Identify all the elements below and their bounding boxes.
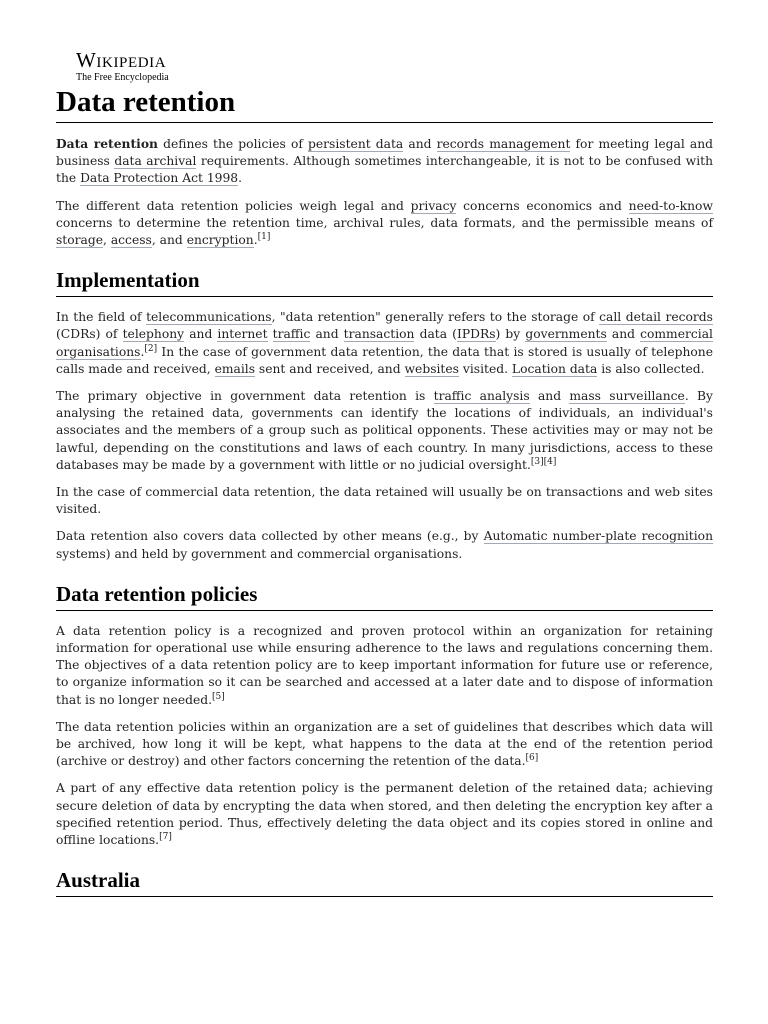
inline-link[interactable]: telephony — [122, 327, 185, 342]
intro-paragraph-2 — [56, 198, 713, 250]
intro-paragraph-1 — [56, 135, 713, 188]
inline-link[interactable]: records management — [436, 137, 571, 151]
implementation-paragraph-1 — [56, 309, 713, 378]
text-run: and — [606, 327, 641, 342]
inline-link[interactable]: internet — [217, 327, 268, 342]
inline-link[interactable]: Data Protection Act 1998 — [80, 171, 239, 186]
inline-link[interactable]: traffic — [272, 327, 311, 342]
logo-tagline: The Free Encyclopedia — [76, 72, 169, 83]
inline-link[interactable]: data archival — [114, 154, 197, 169]
citation-sup — [212, 692, 225, 702]
text-run: and — [529, 389, 570, 404]
inline-link[interactable]: transaction — [343, 327, 415, 342]
implementation-paragraph-2 — [56, 388, 713, 474]
citation-link[interactable]: [7] — [159, 832, 172, 843]
implementation-paragraph-3 — [56, 484, 713, 518]
text-run: , — [103, 233, 111, 248]
text-run: systems) and held by government and commercial organisations. — [56, 546, 463, 561]
implementation-paragraph-4 — [56, 528, 713, 562]
citation-link[interactable]: [4] — [543, 456, 557, 467]
citation-link[interactable]: [1] — [257, 232, 271, 243]
citation-sup — [544, 457, 557, 467]
text-run: . — [238, 171, 243, 186]
article-content — [56, 84, 713, 909]
text-run: A part of any effective data retention policy is the permanent deletion of the retained data; achieving secure deletion of data by encrypting the data when stored, and then deleting the encryption key after a specified retention period. Thus, effectively deleting the data object and its copies stored in online and offline locations. — [56, 781, 713, 848]
citation-sup — [159, 832, 172, 842]
inline-link[interactable]: persistent data — [308, 137, 404, 151]
text-run: . — [140, 344, 145, 359]
text-run: is also collected. — [597, 361, 705, 376]
inline-link[interactable]: traffic analysis — [433, 389, 530, 404]
section-heading: Implementation — [56, 267, 713, 297]
citation-link[interactable]: [5] — [212, 691, 225, 702]
text-run: The data retention policies within an organization are a set of guidelines that describes which data will be archived, how long it will be kept, what happens to the data at the end of the retention period (archive or destroy) and other factors concerning the retention of the data. — [56, 719, 713, 769]
citation-sup — [526, 753, 539, 763]
logo-wordmark: Wikipedia — [76, 48, 167, 72]
text-run: , and — [151, 233, 187, 248]
citation-sup — [531, 457, 544, 467]
text-run: visited. — [458, 361, 512, 376]
text-run: . — [253, 233, 258, 248]
text-run: In the case of commercial data retention, the data retained will usually be on transactions and web sites visited. — [56, 485, 713, 517]
citation-sup — [258, 232, 271, 242]
text-run: data ( — [414, 327, 457, 342]
inline-link[interactable]: IPDRs — [456, 327, 496, 342]
text-run: In the case of government data retention, the data that is stored is usually of telephone calls made and received, — [56, 344, 713, 376]
section-implementation — [56, 267, 713, 563]
citation-link[interactable]: [6] — [525, 753, 539, 764]
section-heading: Australia — [56, 867, 713, 897]
text-run: and — [184, 327, 218, 342]
text-run: A data retention policy is a recognized and proven protocol within an organization for retaining information for operational use while ensuring adherence to the laws and regulations concerning them. The objectives of a data retention policy are to keep important information for future use or reference, to organize information so it can be searched and accessed at a later date and to dispose of information that is no longer needed. — [56, 623, 713, 707]
inline-link[interactable]: websites — [404, 361, 459, 376]
citation-sup — [144, 344, 157, 354]
inline-link[interactable]: encryption — [186, 233, 254, 248]
text-run: The different data retention policies weigh legal and — [56, 198, 411, 213]
inline-link[interactable]: call detail records — [599, 310, 713, 325]
inline-link[interactable]: storage — [56, 233, 104, 248]
text-run: concerns to determine the retention time, archival rules, data formats, and the permissible means of — [56, 215, 713, 230]
text-run: (CDRs) of — [56, 327, 123, 342]
text-run: Data retention also covers data collected by other means (e.g., by — [56, 529, 484, 544]
text-run: defines the policies of — [158, 137, 309, 151]
text-run: , "data retention" generally refers to the storage of — [271, 310, 600, 325]
inline-link[interactable]: Automatic number-plate recognition — [483, 529, 714, 544]
inline-link[interactable]: need-to-know — [628, 198, 713, 213]
section-data-retention-policies — [56, 581, 713, 849]
inline-link[interactable]: mass surveillance — [569, 389, 685, 404]
text-run: In the field of — [56, 310, 147, 325]
inline-link[interactable]: Location data — [511, 361, 598, 376]
text-run: and — [403, 137, 437, 151]
text-run: ) by — [495, 327, 526, 342]
wikipedia-logo[interactable] — [76, 49, 169, 84]
text-run: concerns economics and — [456, 198, 629, 213]
section-heading: Data retention policies — [56, 581, 713, 611]
article-intro — [56, 135, 713, 249]
citation-link[interactable]: [3] — [530, 456, 544, 467]
inline-link[interactable]: telecommunications — [146, 310, 272, 325]
policies-paragraph-2 — [56, 719, 713, 771]
text-run: sent and received, and — [255, 361, 405, 376]
section-australia — [56, 867, 713, 897]
citation-link[interactable]: [2] — [144, 343, 158, 354]
inline-link[interactable]: commercial organisations — [56, 327, 713, 359]
policies-paragraph-1 — [56, 623, 713, 709]
inline-link[interactable]: emails — [214, 361, 256, 376]
inline-link[interactable]: privacy — [410, 198, 457, 213]
text-run — [268, 327, 273, 341]
bold-term: Data retention — [56, 136, 158, 151]
inline-link[interactable]: access — [110, 233, 152, 248]
text-run: for meeting legal and business — [56, 137, 713, 169]
text-run: and — [310, 327, 344, 342]
text-run: . By analysing the retained data, governments can identify the locations of individuals, an individual's associates and the members of a group such as political opponents. These activities may or may not be lawful, depending on the constitutions and laws of each country. In many jurisdictions, access to these databases may be made by a government with little or no judicial oversight. — [56, 389, 713, 472]
text-run: requirements. Although sometimes interchangeable, it is not to be confused with the — [56, 154, 714, 186]
policies-paragraph-3 — [56, 780, 713, 849]
article-sections — [56, 267, 713, 897]
inline-link[interactable]: governments — [525, 327, 607, 342]
text-run: The primary objective in government data retention is — [56, 389, 434, 404]
page-title: Data retention — [56, 84, 713, 123]
